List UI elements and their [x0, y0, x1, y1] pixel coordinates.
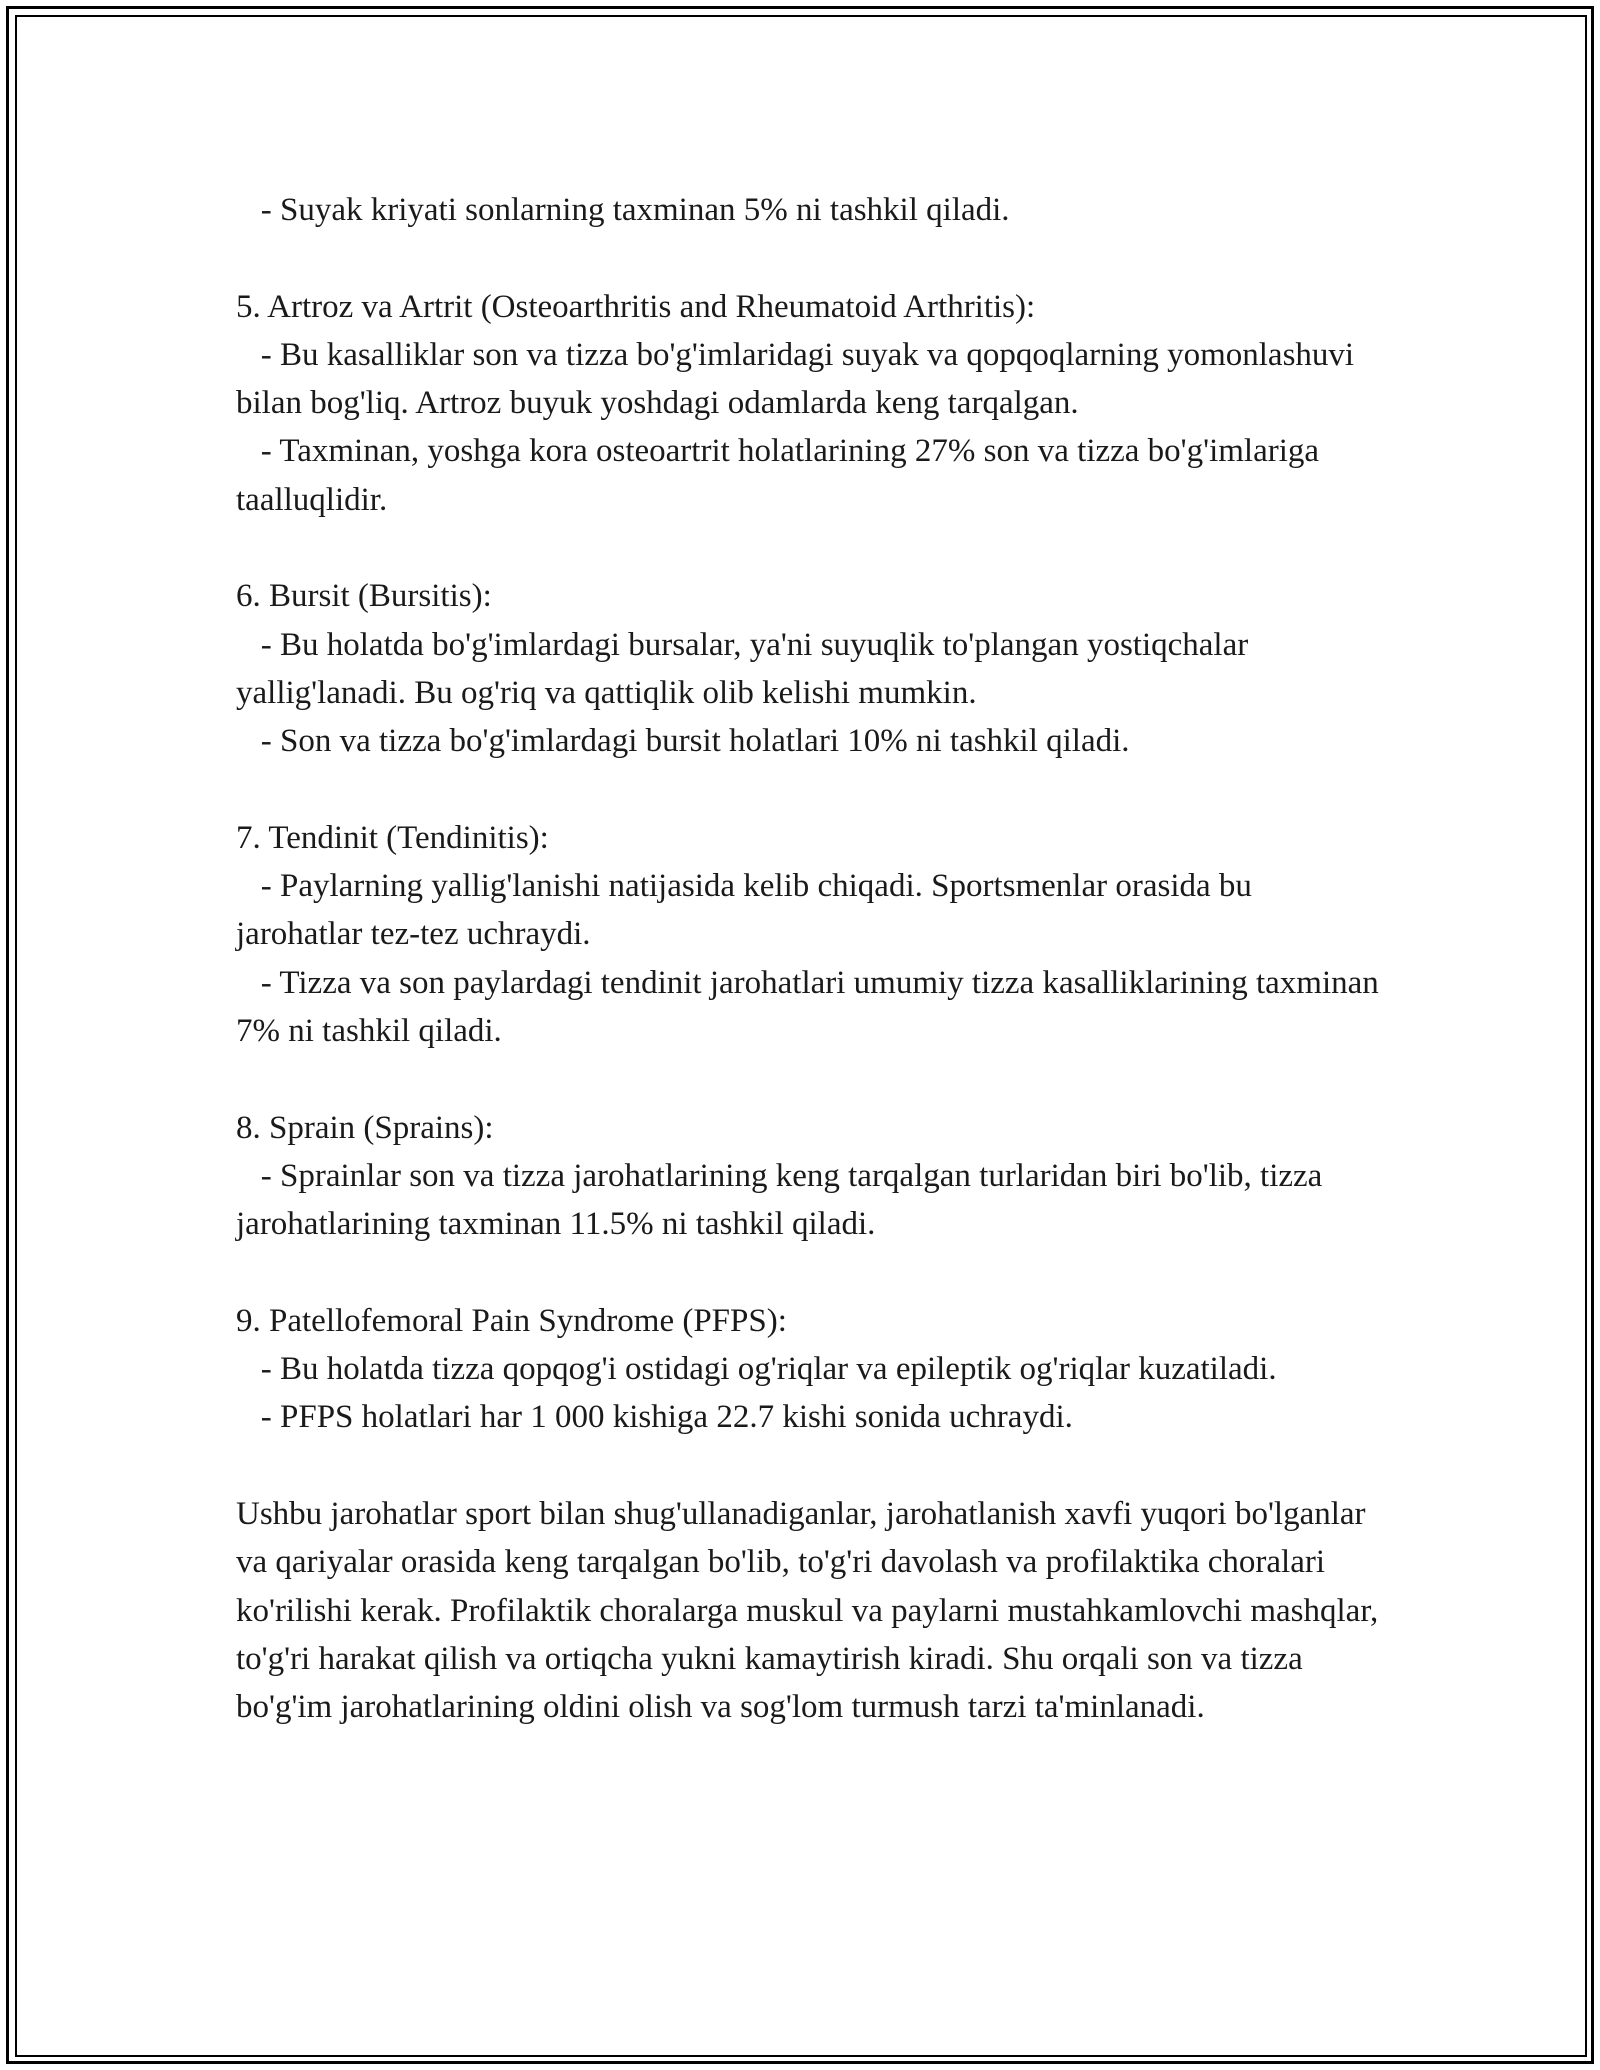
bullet-item: - Taxminan, yoshga kora osteoartrit holatlarining 27% son va tizza bo'g'imlariga taalluqlidir.: [236, 433, 1328, 518]
section-9: [236, 1297, 1386, 1442]
bullet-item: - Son va tizza bo'g'imlardagi bursit holatlari 10% ni tashkil qiladi.: [236, 723, 1130, 760]
section-heading: 5. Artroz va Artrit (Osteoarthritis and Rheumatoid Arthritis):: [236, 288, 1036, 325]
bullet-item: - Sprainlar son va tizza jarohatlarining keng tarqalgan turlaridan biri bo'lib, tizza jarohatlarining taxminan 11.5% ni tashkil qiladi.: [236, 1157, 1331, 1243]
document-body: [236, 186, 1386, 1732]
section-6: [236, 572, 1386, 765]
section-heading: 8. Sprain (Sprains):: [236, 1109, 494, 1146]
conclusion-paragraph: Ushbu jarohatlar sport bilan shug'ullanadiganlar, jarohatlanish xavfi yuqori bo'lganlar va qariyalar orasida keng tarqalgan bo'lib, to'g'ri davolash va profilaktika choralari ko'rilishi kerak. Profilaktik choralarga muskul va paylarni mustahkamlovchi mashqlar, to'g'ri harakat qilish va ortiqcha yukni kamaytirish kiradi. Shu orqali son va tizza bo'g'im jarohatlarining oldini olish va sog'lom turmush tarzi ta'minlanadi.: [236, 1496, 1387, 1726]
section-8: [236, 1104, 1386, 1249]
bullet-item: - Bu holatda bo'g'imlardagi bursalar, ya'ni suyuqlik to'plangan yostiqchalar yallig'lanadi. Bu og'riq va qattiqlik olib kelishi mumkin.: [236, 626, 1257, 711]
section-5: [236, 283, 1386, 524]
section-heading: 7. Tendinit (Tendinitis):: [236, 819, 549, 856]
conclusion-block: [236, 1490, 1386, 1731]
intro-block: [236, 186, 1386, 234]
section-heading: 9. Patellofemoral Pain Syndrome (PFPS):: [236, 1302, 787, 1339]
bullet-item: - Bu holatda tizza qopqog'i ostidagi og'riqlar va epileptik og'riqlar kuzatiladi.: [236, 1351, 1277, 1388]
section-7: [236, 814, 1386, 1055]
section-heading: 6. Bursit (Bursitis):: [236, 578, 492, 615]
bullet-item: - PFPS holatlari har 1 000 kishiga 22.7 kishi sonida uchraydi.: [236, 1399, 1073, 1436]
intro-line: - Suyak kriyati sonlarning taxminan 5% ni tashkil qiladi.: [236, 192, 1010, 228]
bullet-item: - Bu kasalliklar son va tizza bo'g'imlaridagi suyak va qopqoqlarning yomonlashuvi bilan bog'liq. Artroz buyuk yoshdagi odamlarda keng tarqalgan.: [236, 336, 1363, 422]
bullet-item: - Paylarning yallig'lanishi natijasida kelib chiqadi. Sportsmenlar orasida bu jarohatlar tez-tez uchraydi.: [236, 868, 1261, 953]
bullet-item: - Tizza va son paylardagi tendinit jarohatlari umumiy tizza kasalliklarining taxminan 7% ni tashkil qiladi.: [236, 964, 1388, 1050]
